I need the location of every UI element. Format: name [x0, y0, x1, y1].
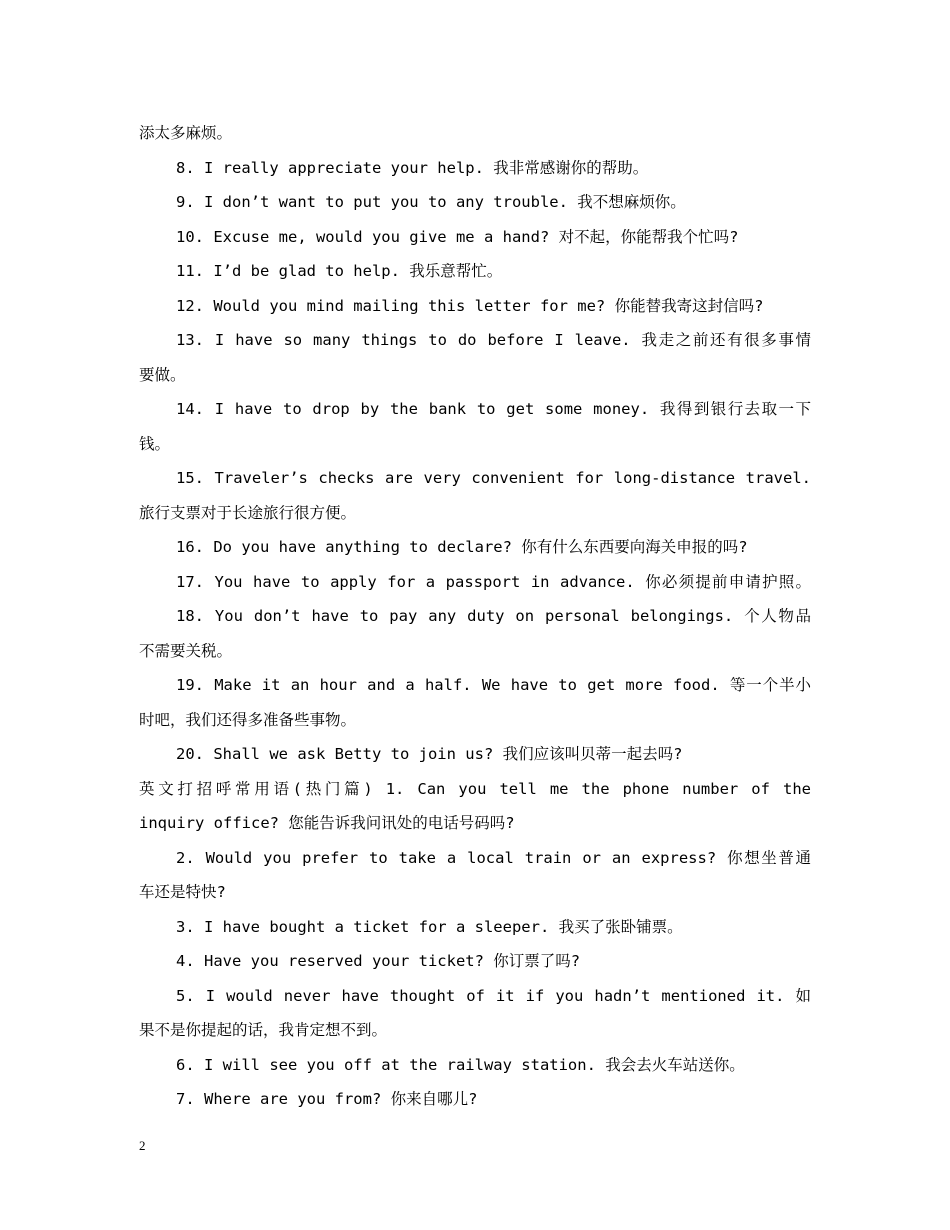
text-line: 15. Traveler’s checks are very convenient for long-distance travel.	[176, 469, 811, 487]
text-line: 2. Would you prefer to take a local train or an express? 你想坐普通	[176, 848, 811, 867]
text-line: 添太多麻烦。	[139, 124, 233, 142]
document-body	[139, 116, 811, 1117]
text-line: 8. I really appreciate your help. 我非常感谢你的帮助。	[176, 158, 649, 177]
text-line: 17. You have to apply for a passport in advance. 你必须提前申请护照。	[176, 572, 811, 591]
text-line: 11. I’d be glad to help. 我乐意帮忙。	[176, 262, 503, 280]
text-line: 要做。	[139, 365, 186, 384]
text-line: 16. Do you have anything to declare? 你有什么东西要向海关申报的吗?	[176, 538, 748, 556]
text-line: 不需要关税。	[139, 641, 233, 660]
text-line: 果不是你提起的话，我肯定想不到。	[139, 1021, 388, 1039]
text-line: 4. Have you reserved your ticket? 你订票了吗?	[176, 952, 581, 970]
text-line: 车还是特快?	[139, 883, 226, 901]
text-line: 14. I have to drop by the bank to get some money. 我得到银行去取一下	[176, 400, 811, 418]
text-line: inquiry office? 您能告诉我问讯处的电话号码吗?	[139, 814, 515, 832]
text-line: 3. I have bought a ticket for a sleeper. 我买了张卧铺票。	[176, 917, 683, 936]
text-line: 19. Make it an hour and a half. We have to get more food. 等一个半小	[176, 676, 811, 694]
text-line: 10. Excuse me, would you give me a hand? 对不起，你能帮我个忙吗?	[176, 227, 739, 246]
text-line: 6. I will see you off at the railway station. 我会去火车站送你。	[176, 1055, 745, 1074]
text-line: 13. I have so many things to do before I leave. 我走之前还有很多事情	[176, 331, 811, 349]
text-line: 英文打招呼常用语(热门篇) 1. Can you tell me the phone number of the	[139, 779, 811, 798]
text-line: 9. I don’t want to put you to any trouble. 我不想麻烦你。	[176, 193, 686, 211]
page-number: 2	[139, 1138, 146, 1153]
text-line: 5. I would never have thought of it if you hadn’t mentioned it. 如	[176, 986, 811, 1005]
text-line: 钱。	[139, 434, 171, 453]
text-line: 12. Would you mind mailing this letter for me? 你能替我寄这封信吗?	[176, 296, 764, 315]
text-line: 7. Where are you from? 你来自哪儿?	[176, 1090, 478, 1108]
text-line: 18. You don’t have to pay any duty on personal belongings. 个人物品	[176, 607, 811, 625]
text-line: 20. Shall we ask Betty to join us? 我们应该叫贝蒂一起去吗?	[176, 745, 683, 763]
text-line: 时吧，我们还得多准备些事物。	[139, 710, 357, 729]
text-line: 旅行支票对于长途旅行很方便。	[139, 503, 357, 522]
